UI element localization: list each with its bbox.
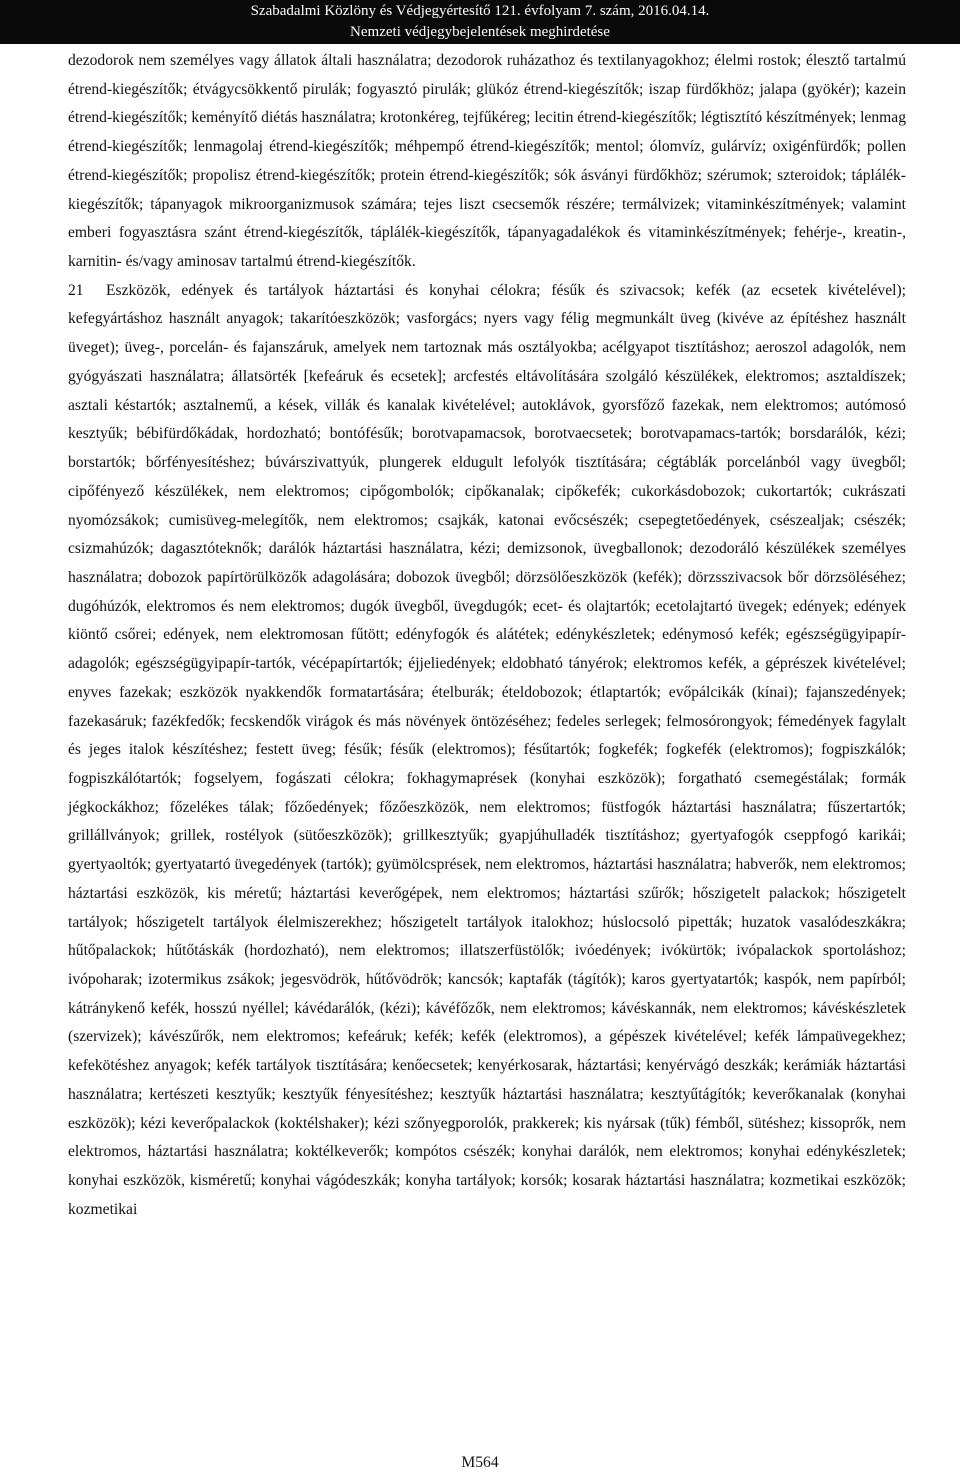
journal-header	[0, 0, 960, 44]
goods-list-paragraph	[68, 47, 906, 277]
section-title: Nemzeti védjegybejelentések meghirdetése	[350, 24, 610, 40]
document-body	[68, 47, 906, 1224]
paragraph-text: dezodorok nem személyes vagy állatok általi használatra; dezodorok ruházathoz és textilanyagokhoz; élelmi rostok; élesztő tartalmú étrend-kiegészítők; étvágycsökkentő pirulák; fogyasztó pirulák; glükóz étrend-kiegészítők; iszap fürdőkhöz; jalapa (gyökér); kazein étrend-kiegészítők; keményítő diétás használatra; krotonkéreg, tejfűkéreg; lecitin étrend-kiegészítők; légtisztító készítmények; lenmag étrend-kiegészítők; lenmagolaj étrend-kiegészítők; méhpempő étrend-kiegészítők; mentol; ólomvíz, gulárvíz; oxigénfürdők; pollen étrend-kiegészítők; propolisz étrend-kiegészítők; protein étrend-kiegészítők; sók ásványi fürdőkhöz; szérumok; szteroidok; táplálék-kiegészítők; tápanyagok mikroorganizmusok számára; tejes liszt csecsemők részére; termálvizek; vitaminkészítmények; valamint emberi fogyasztásra szánt étrend-kiegészítők, táplálék-kiegészítők, tápanyagadalékok és vitaminkészítmények; fehérje-, kreatin-, karnitin- és/vagy aminosav tartalmú étrend-kiegészítők.	[68, 52, 906, 271]
page-number: M564	[461, 1454, 499, 1471]
class-21-paragraph	[68, 277, 906, 1225]
journal-title: Szabadalmi Közlöny és Védjegyértesítő 121. évfolyam 7. szám, 2016.04.14.	[250, 3, 710, 19]
class-number: 21	[68, 281, 84, 299]
paragraph-text: Eszközök, edények és tartályok háztartási és konyhai célokra; fésűk és szivacsok; kefék (az ecsetek kivételével); kefegyártáshoz használt anyagok; takarítóeszközök; vasforgács; nyers vagy félig megmunkált üveg (kivéve az építéshez használt üveget); üveg-, porcelán- és fajanszáruk, amelyek nem tartoznak más osztályokba; acélgyapot tisztításhoz; aeroszol adagolók, nem gyógyászati használatra; állatsörték [kefeáruk és ecsetek]; arcfestés eltávolítására szolgáló készülékek, elektromos; asztaldíszek; asztali késtartók; asztalnemű, a kések, villák és kanalak kivételével; autoklávok, gyorsfőző fazekak, nem elektromos; autómosó kesztyűk; bébifürdőkádak, hordozható; bontófésűk; borotvapamacsok, borotvaecsetek; borotvapamacs-tartók; borsdarálók, kézi; borstartók; bőrfényesítéshez; búvárszivattyúk, plungerek eldugult lefolyók tisztítására; cégtáblák porcelánból vagy üvegből; cipőfényező készülékek, nem elektromos; cipőgombolók; cipőkanalak; cipőkefék; cukorkásdobozok; cukortartók; cukrászati nyomózsákok; cumisüveg-melegítők, nem elektromos; csajkák, katonai evőcsészék; csepegtetőedények, csészealjak; csészék; csizmahúzók; dagasztóteknők; darálók háztartási használatra, kézi; demizsonok, üvegballonok; dezodoráló készülékek személyes használatra; dobozok papírtörülközők adagolására; dobozok üvegből; dörzsölőeszközök (kefék); dörzsszivacsok bőr dörzsöléséhez; dugóhúzók, elektromos és nem elektromos; dugók üvegből, üvegdugók; ecet- és olajtartók; ecetolajtartó üvegek; edények; edények kiöntő csőrei; edények, nem elektromosan fűtött; edényfogók és alátétek; edénykészletek; edénymosó kefék; egészségügyipapír-adagolók; egészségügyipapír-tartók, vécépapírtartók; éjjeliedények; eldobható tányérok; elektromos kefék, a géprészek kivételével; enyves fazekak; eszközök nyakkendők formatartására; ételburák; ételdobozok; étlaptartók; evőpálcikák (kínai); fajanszedények; fazekasáruk; fazékfedők; fecskendők virágok és más növények öntözéséhez; fedeles serlegek; felmosórongyok; fémedények fagylalt és jeges italok készítéshez; festett üveg; fésűk; fésűk (elektromos); fésűtartók; fogkefék; fogkefék (elektromos); fogpiszkálók; fogpiszkálótartók; fogselyem, fogászati célokra; fokhagymaprések (konyhai eszközök); forgatható csemegéstálak; formák jégkockákhoz; főzelékes tálak; főzőedények; főzőeszközök, nem elektromos; füstfogók háztartási használatra; fűszertartók; grillállványok; grillek, rostélyok (sütőeszközök); grillkesztyűk; gyapjúhulladék tisztításhoz; gyertyafogók cseppfogó karikái; gyertyaoltók; gyertyatartó üvegedények (tartók); gyümölcsprések, nem elektromos, háztartási használatra; habverők, nem elektromos; háztartási eszközök, kis méretű; háztartási keverőgépek, nem elektromos; háztartási szűrők; hőszigetelt palackok; hőszigetelt tartályok; hőszigetelt tartályok élelmiszerekhez; hőszigetelt tartályok italokhoz; húslocsoló pipetták; huzatok vasalódeszkákra; hűtőpalackok; hűtőtáskák (hordozható), nem elektromos; illatszerfüstölők; ivóedények; ivókürtök; ivópalackok sportoláshoz; ivópoharak; izotermikus zsákok; jegesvödrök, hűtővödrök; kancsók; kaptafák (tágítók); karos gyertyatartók; kaspók, nem papírból; kátránykenő kefék, hosszú nyéllel; kávédarálók, (kézi); kávéfőzők, nem elektromos; kávéskannák, nem elektromos; kávéskészletek (szervizek); kávészűrők, nem elektromos; kefeáruk; kefék; kefék (elektromos), a gépészek kivételével; kefék lámpaüvegekhez; kefekötéshez anyagok; kefék tartályok tisztítására; kenőecsetek; kenyérkosarak, háztartási; kenyérvágó deszkák; kerámiák háztartási használatra; kertészeti kesztyűk; kesztyűk fényesítéshez; kesztyűk háztartási használatra; kesztyűtágítók; keverőkanalak (konyhai eszközök); kézi keverőpalackok (koktélshaker); kézi szőnyegporolók, prakkerek; kis nyársak (tűk) fémből, sütéshez; kissoprők, nem elektromos, háztartási használatra; koktélkeverők; kompótos csészék; konyhai darálók, nem elektromos; konyhai edénykészletek; konyhai eszközök, kisméretű; konyhai vágódeszkák; konyha tartályok; korsók; kosarak háztartási használatra; kozmetikai eszközök; kozmetikai	[68, 281, 906, 1218]
